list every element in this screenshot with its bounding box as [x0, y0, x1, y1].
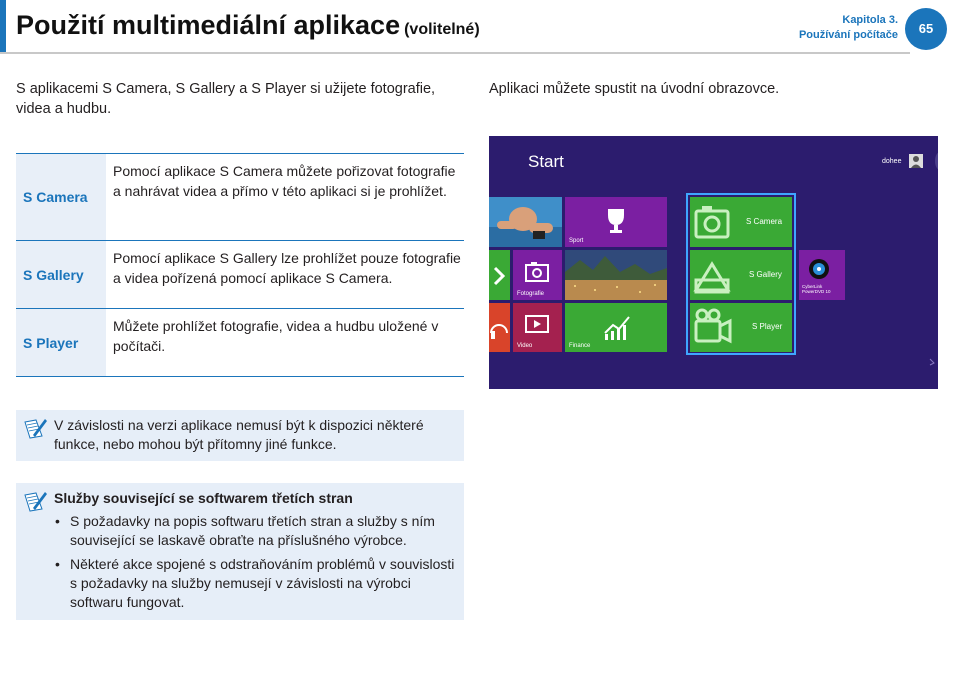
note-list — [54, 512, 456, 612]
note-pencil-icon — [22, 489, 48, 513]
table-row-description: Pomocí aplikace S Gallery lze prohlížet pouze fotografie a videa pořízená pomocí aplikace S Camera. — [113, 250, 461, 286]
headphones-icon — [489, 303, 510, 352]
tile-sport-label: Sport — [569, 238, 584, 244]
swimmer-photo — [489, 197, 562, 247]
table-row — [16, 241, 464, 309]
header-accent-bar — [0, 0, 6, 52]
tile-s-player-label: S Player — [752, 322, 783, 331]
intro-right-paragraph: Aplikaci můžete spustit na úvodní obrazovce. — [489, 81, 780, 97]
scroll-chevron-icon[interactable] — [929, 358, 937, 366]
start-screen-title: Start — [528, 152, 564, 171]
table-row — [16, 309, 464, 376]
tile-s-camera-label: S Camera — [746, 217, 783, 226]
tile-cyberlink[interactable] — [799, 250, 845, 300]
page-title: Použití multimediální aplikace (volitelné) — [16, 10, 480, 40]
tile-video[interactable] — [513, 303, 562, 352]
tile-photo[interactable] — [489, 197, 562, 247]
music-icon — [489, 250, 510, 300]
table-row-label: S Player — [16, 309, 106, 376]
tile-travel[interactable] — [565, 250, 667, 300]
tile-sport[interactable] — [565, 197, 667, 247]
tile-green-partial[interactable] — [489, 250, 510, 300]
note-text: V závislosti na verzi aplikace nemusí být k dispozici některé funkce, nebo mohou být přítomny jiné funkce. — [54, 417, 424, 452]
page-title-suffix: (volitelné) — [404, 21, 480, 38]
tile-finance-label: Finance — [569, 343, 591, 349]
chapter-number: Kapitola 3. — [842, 14, 898, 26]
tile-finance[interactable] — [565, 303, 667, 352]
note-box — [16, 410, 464, 461]
third-party-note-box — [16, 483, 464, 620]
tile-photos-label: Fotografie — [517, 291, 545, 297]
note-pencil-icon — [22, 416, 48, 440]
table-row-description: Pomocí aplikace S Camera můžete pořizovat fotografie a nahrávat videa a přímo v této aplikaci si je prohlížet. — [113, 163, 456, 199]
tile-red-partial[interactable] — [489, 303, 510, 352]
chapter-name: Používání počítače — [798, 29, 898, 41]
tile-cyberlink-label: CyberLink PowerDVD 10 — [802, 284, 831, 294]
tile-s-gallery[interactable] — [690, 250, 792, 300]
intro-left-paragraph: S aplikacemi S Camera, S Gallery a S Player si užijete fotografie, videa a hudbu. — [16, 81, 436, 117]
tile-s-camera[interactable] — [690, 197, 792, 247]
tile-s-player[interactable] — [690, 303, 792, 352]
start-screen-screenshot — [489, 136, 938, 389]
note-title: Služby související se softwarem třetích stran — [54, 490, 353, 506]
user-icon — [909, 154, 923, 168]
user-avatar — [909, 154, 923, 168]
tile-s-gallery-label: S Gallery — [749, 270, 782, 279]
table-row — [16, 154, 464, 241]
screen-edge — [935, 152, 938, 170]
tile-photos[interactable] — [513, 250, 562, 300]
header-divider — [0, 52, 910, 54]
list-item: • S požadavky na popis softwaru třetích stran a služby s ním související se laskavě obraťte na příslušného výrobce. — [70, 512, 456, 550]
tile-video-label: Video — [517, 343, 533, 349]
page-number: 65 — [905, 8, 947, 50]
list-item: • Některé akce spojené s odstraňováním problémů v souvislosti s požadavky na služby nemusejí v závislosti na výrobci softwaru fungovat. — [70, 555, 456, 612]
city-photo — [565, 250, 667, 300]
chapter-label — [799, 13, 898, 43]
app-table — [16, 153, 464, 377]
table-row-description: Můžete prohlížet fotografie, videa a hudbu uložené v počítači. — [113, 318, 439, 354]
table-row-label: S Camera — [16, 154, 106, 240]
start-screen-user: dohee — [882, 158, 902, 165]
table-row-label: S Gallery — [16, 241, 106, 308]
